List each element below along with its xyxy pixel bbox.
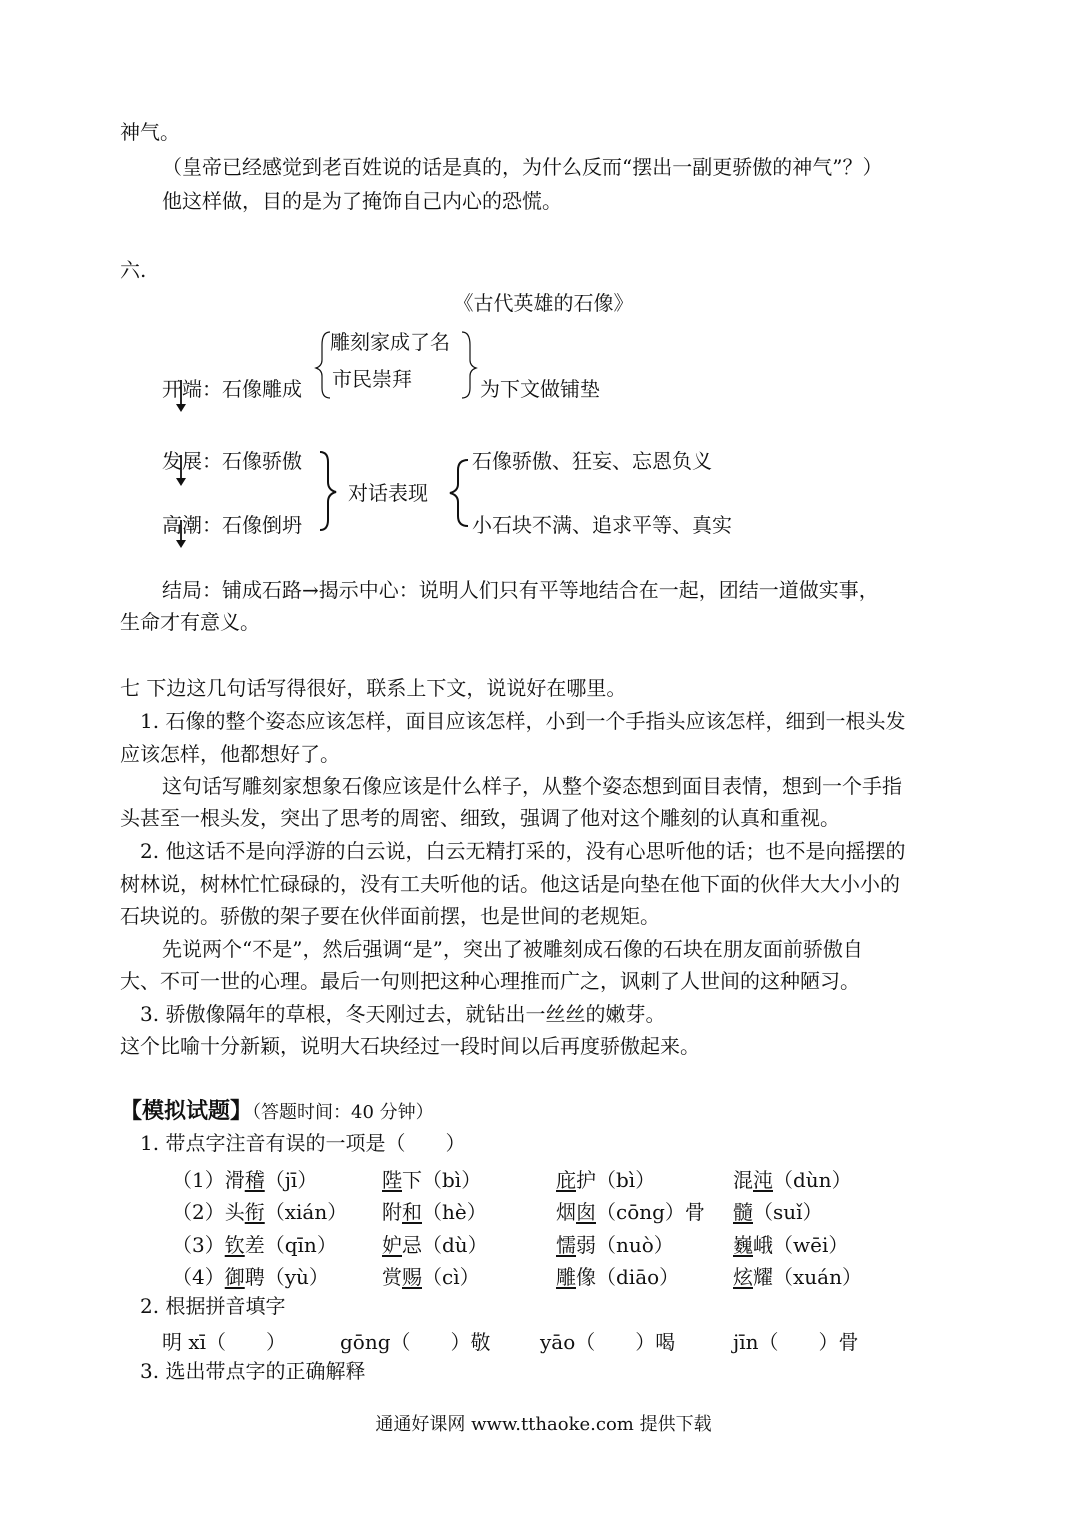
diagram-node-r2: 小石块不满、追求平等、真实 [472,513,732,537]
option-text: （2）头 [172,1200,245,1224]
underlined-char: 御 [224,1265,245,1289]
diagram-node-sub2: 市民崇拜 [332,367,412,391]
question-text: （皇帝已经感觉到老百姓说的话是真的，为什么反而“摆出一副更骄傲的神气”？） [162,155,883,179]
option-pinyin: 差（qīn） [244,1233,337,1257]
underlined-char: 和 [402,1200,422,1224]
page-footer: 通通好课网 www.tthaoke.com 提供下载 [375,1414,712,1435]
a2-line-1: 先说两个“不是”，然后强调“是”，突出了被雕刻成石像的石块在朋友面前骄傲自 [162,937,863,961]
mock-heading: 【模拟试题】 [120,1099,253,1124]
option-pinyin: 像（diāo） [576,1265,680,1289]
diagram-title: 《古代英雄的石像》 [453,291,634,315]
pinyin-option [382,1261,480,1290]
q2-line-2: 树林说，树林忙忙碌碌的，没有工夫听他的话。他这话是向垫在他下面的伙伴大大小小的 [120,872,900,896]
option-pinyin: 聘（yù） [244,1265,329,1289]
pinyin-option [172,1196,347,1225]
pinyin-fill-blank: 明 xī（ ） [162,1330,287,1354]
option-pinyin: （cōng）骨 [596,1200,705,1224]
underlined-char: 炫 [733,1265,753,1289]
diagram-node-start: 开端：石像雕成 [162,377,302,401]
option-text: （4） [172,1265,225,1289]
underlined-char: 巍 [733,1233,753,1257]
diagram-node-develop: 发展：石像骄傲 [162,449,302,473]
a1-line-1: 这句话写雕刻家想象石像应该是什么样子，从整个姿态想到面目表情，想到一个手指 [162,774,902,798]
underlined-char: 陛 [382,1168,402,1192]
pinyin-option [733,1196,823,1225]
pinyin-option [733,1164,852,1193]
ending-label: 结局：铺成石路 [162,578,302,602]
q1-line-1: 1. 石像的整个姿态应该怎样，面目应该怎样，小到一个手指头应该怎样，细到一根头发 [140,709,906,733]
q3-line: 3. 骄傲像隔年的草根，冬天刚过去，就钻出一丝丝的嫩芽。 [140,1002,666,1026]
option-pinyin: 护（bì） [576,1168,656,1192]
option-text: 烟 [556,1200,576,1224]
diagram-node-sub1: 雕刻家成了名 [330,330,450,354]
mock-q2: 2. 根据拼音填字 [140,1294,286,1318]
diagram-node-r1: 石像骄傲、狂妄、忘恩负义 [472,449,712,473]
ending-line [162,578,879,602]
option-pinyin: 忌（dù） [402,1233,488,1257]
underlined-char: 沌 [753,1168,773,1192]
pinyin-option [172,1164,317,1193]
pinyin-option [556,1196,705,1225]
plot-diagram [0,0,1087,600]
q2-line-3: 石块说的。骄傲的架子要在伙伴面前摆，也是世间的老规矩。 [120,904,660,928]
a2-line-2: 大、不可一世的心理。最后一句则把这种心理推而广之，讽刺了人世间的这种陋习。 [120,969,860,993]
underlined-char: 衔 [244,1200,265,1224]
mock-q3: 3. 选出带点字的正确解释 [140,1359,366,1383]
option-pinyin: 耀（xuán） [753,1265,862,1289]
mock-q1: 1. 带点字注音有误的一项是（ ） [140,1131,466,1155]
diagram-node-pave: 为下文做铺垫 [480,377,600,401]
pinyin-fill-blank: jīn（ ）骨 [733,1330,859,1354]
underlined-char: 雕 [556,1265,576,1289]
diagram-node-climax: 高潮：石像倒坍 [162,513,302,537]
pinyin-option [382,1196,487,1225]
underlined-char: 庇 [556,1168,576,1192]
option-pinyin: （hè） [422,1200,487,1224]
underlined-char: 髓 [733,1200,753,1224]
mock-heading-line [120,1099,434,1125]
option-pinyin: （xián） [264,1200,348,1224]
option-pinyin: （jī） [264,1168,318,1192]
option-text: （1）滑 [172,1168,245,1192]
option-pinyin: （suǐ） [753,1200,823,1224]
a3-line: 这个比喻十分新颖，说明大石块经过一段时间以后再度骄傲起来。 [120,1034,700,1058]
ending-line-2: 生命才有意义。 [120,610,260,634]
right-arrow-icon: → [302,578,319,602]
answer-text: 他这样做，目的是为了掩饰自己内心的恐慌。 [162,189,562,213]
option-text: 混 [733,1168,753,1192]
underlined-char: 稽 [244,1168,265,1192]
option-pinyin: 峨（wēi） [753,1233,849,1257]
pinyin-option [556,1164,655,1193]
pinyin-option [733,1261,862,1290]
pinyin-option [172,1229,337,1258]
ending-center: 揭示中心：说明人们只有平等地结合在一起，团结一道做实事， [318,578,879,602]
option-pinyin: 弱（nuò） [576,1233,674,1257]
option-pinyin: （dùn） [773,1168,852,1192]
pinyin-option [556,1261,679,1290]
underlined-char: 钦 [224,1233,245,1257]
pinyin-option [172,1261,329,1290]
option-pinyin: （cì） [422,1265,480,1289]
pinyin-option [733,1229,848,1258]
pinyin-option [556,1229,674,1258]
pinyin-fill-blank: yāo（ ）喝 [540,1330,676,1354]
underlined-char: 囱 [576,1200,596,1224]
option-text: （3） [172,1233,225,1257]
underlined-char: 妒 [382,1233,402,1257]
underlined-char: 懦 [556,1233,576,1257]
q2-line-1: 2. 他这话不是向浮游的白云说，白云无精打采的，没有心思听他的话；也不是向摇摆的 [140,839,906,863]
option-text: 附 [382,1200,402,1224]
pinyin-fill-blank: gōng（ ）敬 [340,1330,491,1354]
q1-line-2: 应该怎样，他都想好了。 [120,742,340,766]
option-text: 赏 [382,1265,402,1289]
option-pinyin: 下（bì） [402,1168,482,1192]
section7-heading: 七 下边这几句话写得很好，联系上下文，说说好在哪里。 [120,676,627,700]
a1-line-2: 头甚至一根头发，突出了思考的周密、细致，强调了他对这个雕刻的认真和重视。 [120,806,840,830]
underlined-char: 赐 [402,1265,422,1289]
diagram-node-dialog: 对话表现 [348,481,428,505]
pinyin-option [382,1229,488,1258]
section-label: 六. [120,258,147,282]
text-line: 神气。 [120,120,180,144]
mock-time: （答题时间：40 分钟） [252,1102,434,1123]
pinyin-option [382,1164,481,1193]
